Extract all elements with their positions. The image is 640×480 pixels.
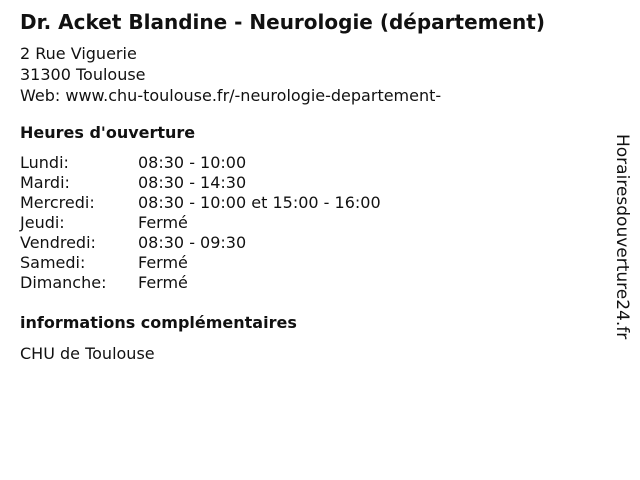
day-label: Lundi: <box>20 153 69 172</box>
address-city: 31300 Toulouse <box>20 65 146 84</box>
hours-row-friday <box>20 233 381 253</box>
hours-row-wednesday <box>20 193 381 213</box>
hours-row-tuesday <box>20 173 381 193</box>
hours-row-saturday <box>20 253 381 273</box>
day-hours: Fermé <box>138 213 188 232</box>
day-label: Mardi: <box>20 173 70 192</box>
address-block <box>20 43 441 106</box>
hours-heading: Heures d'ouverture <box>20 123 196 142</box>
hours-table <box>20 153 381 293</box>
day-label: Mercredi: <box>20 193 95 212</box>
address-street: 2 Rue Viguerie <box>20 44 137 63</box>
day-label: Samedi: <box>20 253 86 272</box>
brand-watermark: Horairesdouverture24.fr <box>612 134 632 340</box>
info-text: CHU de Toulouse <box>20 344 155 363</box>
hours-row-sunday <box>20 273 381 293</box>
hours-row-monday <box>20 153 381 173</box>
day-hours: 08:30 - 10:00 et 15:00 - 16:00 <box>138 193 381 212</box>
day-hours: Fermé <box>138 273 188 292</box>
website-line: Web: www.chu-toulouse.fr/-neurologie-departement- <box>20 86 442 105</box>
day-hours: 08:30 - 10:00 <box>138 153 247 172</box>
day-label: Vendredi: <box>20 233 96 252</box>
day-label: Dimanche: <box>20 273 107 292</box>
info-heading: informations complémentaires <box>20 313 297 332</box>
day-hours: 08:30 - 14:30 <box>138 173 247 192</box>
hours-row-thursday <box>20 213 381 233</box>
day-hours: 08:30 - 09:30 <box>138 233 247 252</box>
day-hours: Fermé <box>138 253 188 272</box>
page-title: Dr. Acket Blandine - Neurologie (département) <box>20 10 545 34</box>
day-label: Jeudi: <box>20 213 65 232</box>
